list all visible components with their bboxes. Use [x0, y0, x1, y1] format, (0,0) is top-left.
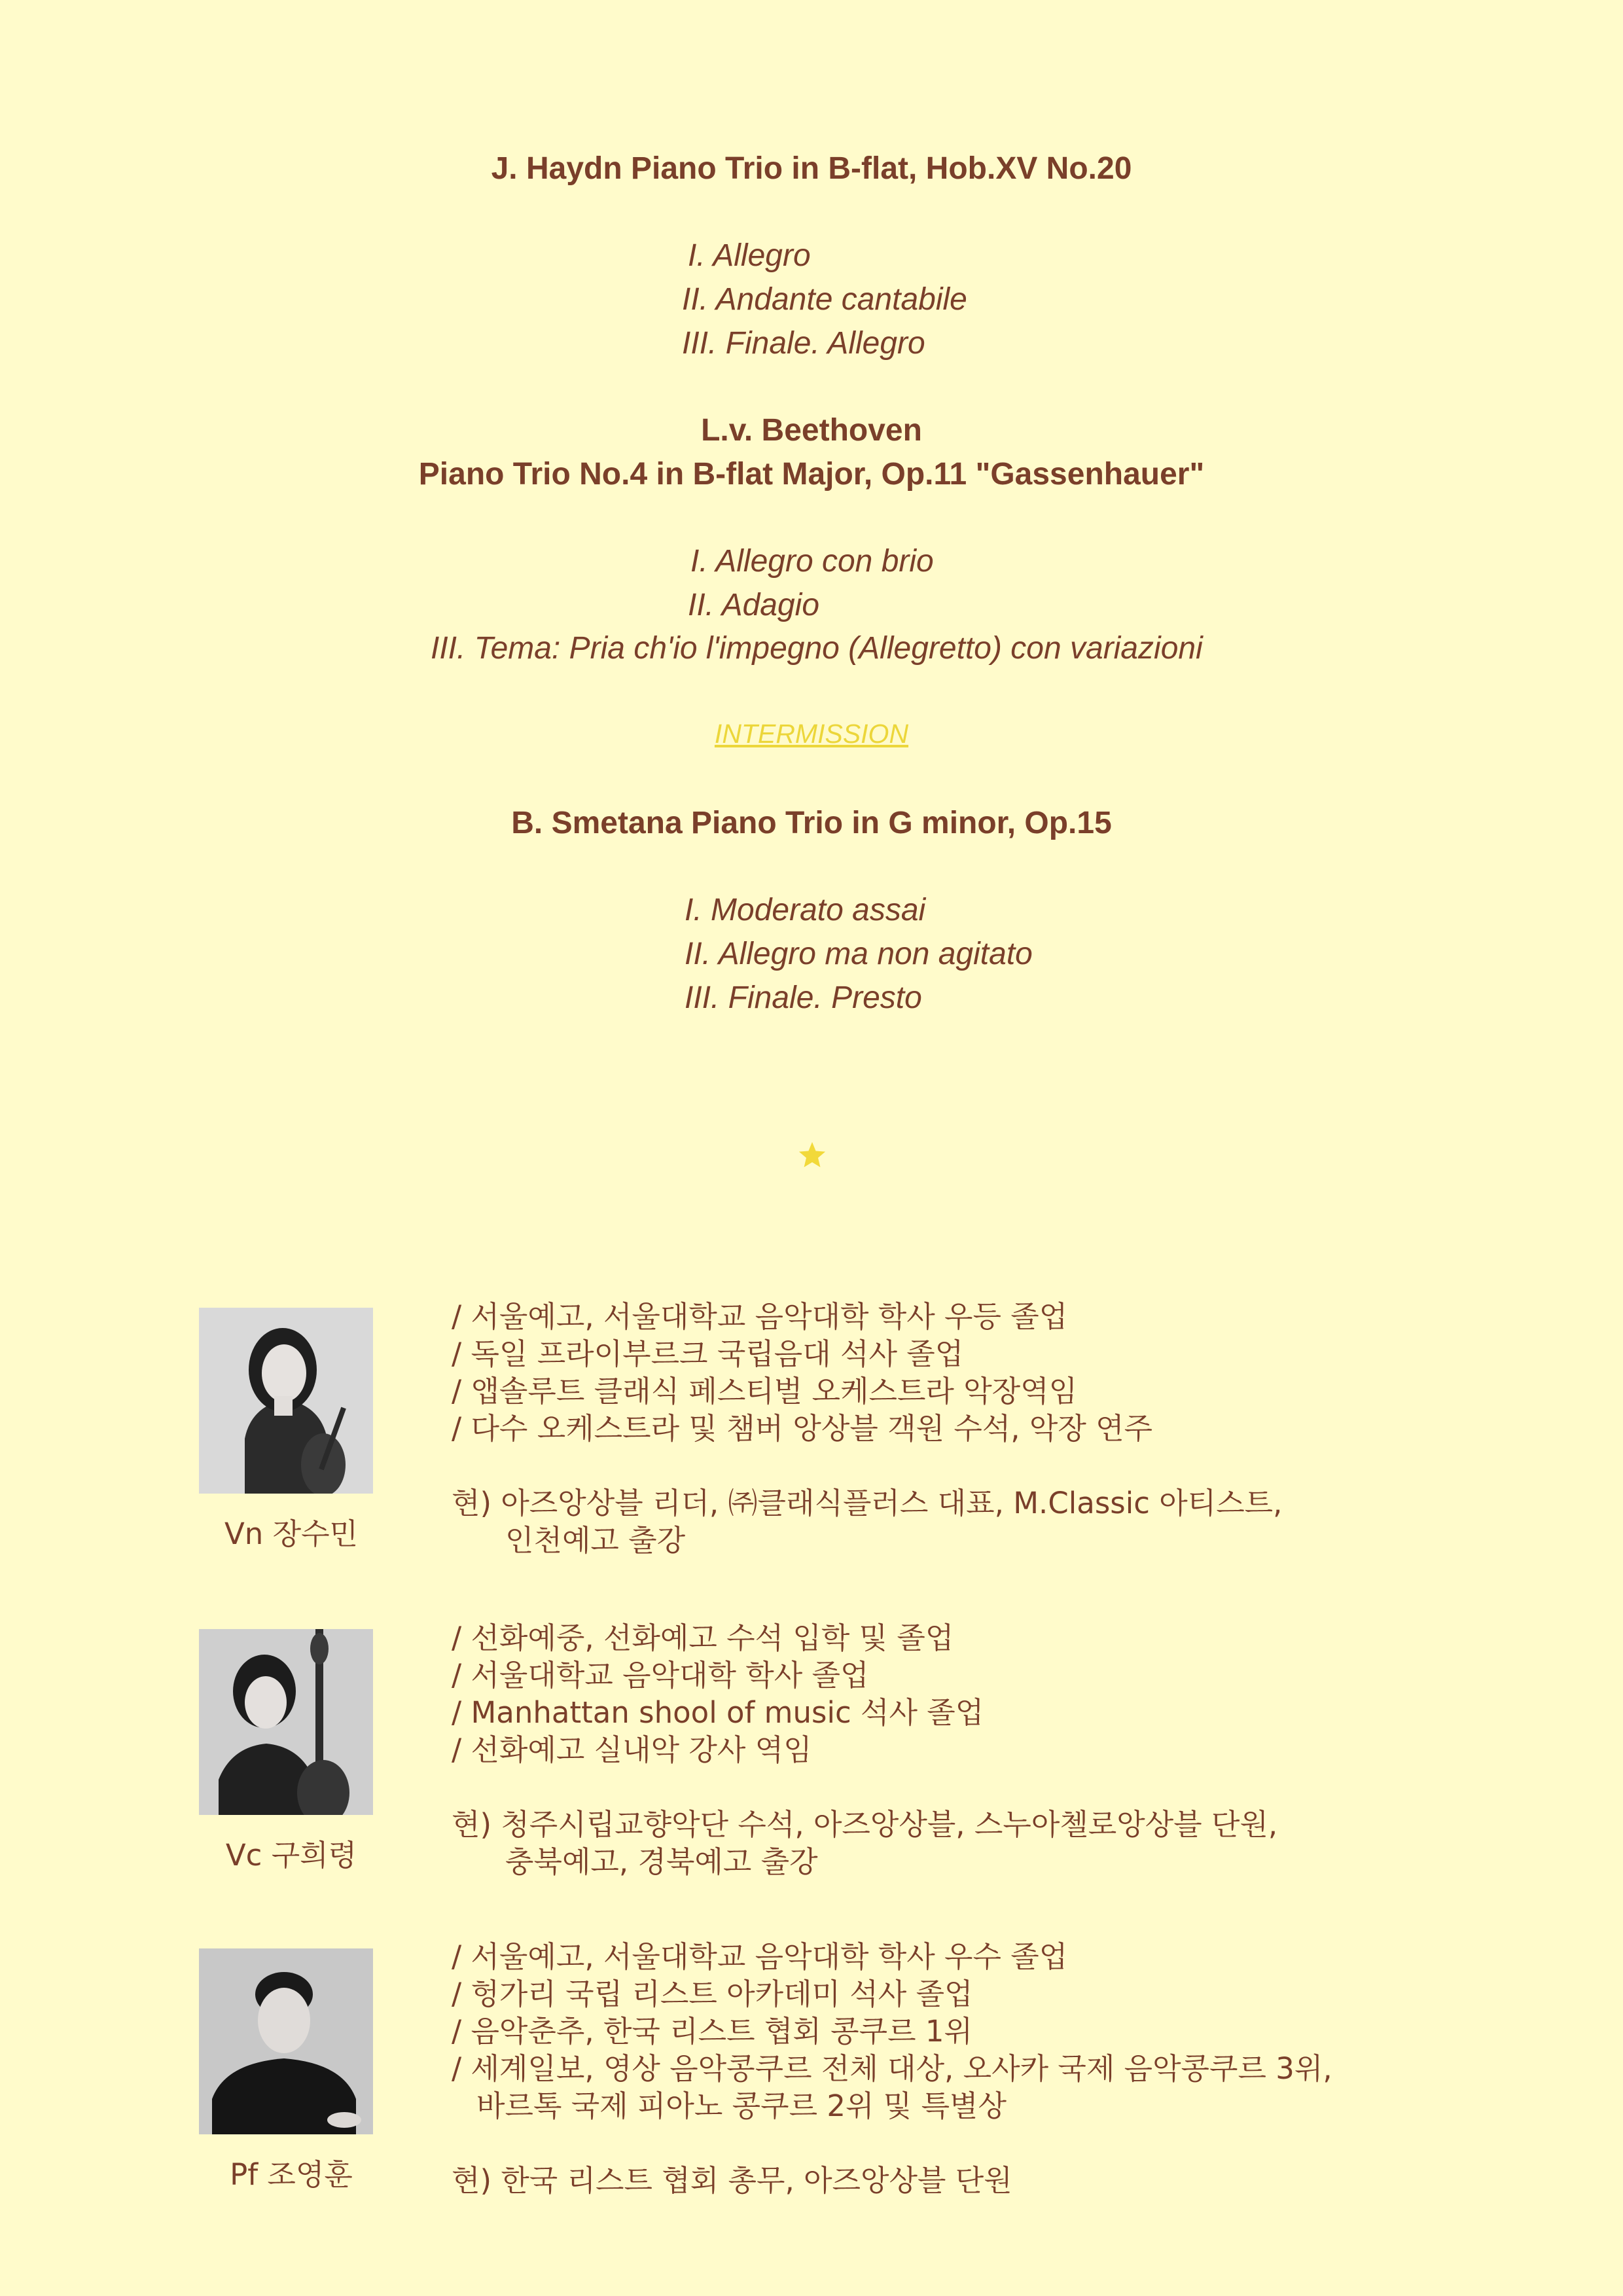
cellist-bio: [452, 1619, 1277, 1880]
star-icon: [797, 1140, 827, 1170]
bio-spacer: [452, 1447, 1282, 1484]
pianist-bio: [452, 1938, 1332, 2199]
beethoven-composer: L.v. Beethoven: [701, 413, 922, 448]
haydn-title: J. Haydn Piano Trio in B-flat, Hob.XV No.20: [491, 151, 1132, 186]
violinist-bio-line-1: / 서울예고, 서울대학교 음악대학 학사 우등 졸업: [452, 1299, 1068, 1334]
pianist-name: Pf 조영훈: [230, 2157, 353, 2192]
smetana-title: B. Smetana Piano Trio in G minor, Op.15: [511, 806, 1112, 840]
cellist-bio-line-4: / 선화예고 실내악 강사 역임: [452, 1732, 812, 1767]
beethoven-movement-3: III. Tema: Pria ch'io l'impegno (Allegretto) con variazioni: [431, 631, 1203, 666]
cellist-bio-line-3: / Manhattan shool of music 석사 졸업: [452, 1695, 984, 1730]
smetana-movement-3: III. Finale. Presto: [685, 980, 922, 1015]
violinist-bio-line-3: / 앱솔루트 클래식 페스티벌 오케스트라 악장역임: [452, 1374, 1078, 1408]
pianist-bio-line-4: / 세계일보, 영상 음악콩쿠르 전체 대상, 오사카 국제 음악콩쿠르 3위,: [452, 2051, 1332, 2086]
violinist-bio: [452, 1298, 1282, 1559]
bio-spacer: [452, 2125, 1332, 2162]
cellist-bio-line-2: / 서울대학교 음악대학 학사 졸업: [452, 1658, 869, 1693]
intermission-label: INTERMISSION: [714, 719, 909, 749]
beethoven-movement-2: II. Adagio: [688, 588, 820, 622]
violinist-bio-line-5: 현) 아즈앙상블 리더, ㈜클래식플러스 대표, M.Classic 아티스트,: [452, 1486, 1283, 1520]
cellist-bio-line-5: 현) 청주시립교향악단 수석, 아즈앙상블, 스누아첼로앙상블 단원,: [452, 1807, 1278, 1842]
beethoven-movement-1: I. Allegro con brio: [690, 544, 934, 579]
bio-spacer: [452, 1768, 1277, 1806]
violinist-bio-line-6: 인천예고 출강: [505, 1523, 686, 1558]
cellist-bio-line-6: 충북예고, 경북예고 출강: [505, 1844, 818, 1879]
smetana-movement-2: II. Allegro ma non agitato: [685, 937, 1033, 971]
pianist-bio-line-5: 바르톡 국제 피아노 콩쿠르 2위 및 특별상: [476, 2089, 1007, 2123]
cellist-name: Vc 구희령: [225, 1838, 357, 1873]
pianist-photo: [199, 1948, 373, 2134]
smetana-movement-1: I. Moderato assai: [685, 893, 926, 927]
pianist-bio-line-2: / 헝가리 국립 리스트 아카데미 석사 졸업: [452, 1977, 973, 2011]
cellist-bio-line-1: / 선화예중, 선화예고 수석 입학 및 졸업: [452, 1621, 954, 1655]
pianist-bio-line-1: / 서울예고, 서울대학교 음악대학 학사 우수 졸업: [452, 1939, 1068, 1974]
haydn-movement-3: III. Finale. Allegro: [682, 326, 925, 361]
beethoven-title: Piano Trio No.4 in B-flat Major, Op.11 "Gassenhauer": [418, 457, 1205, 492]
violinist-photo: [199, 1308, 373, 1494]
violinist-bio-line-2: / 독일 프라이부르크 국립음대 석사 졸업: [452, 1336, 964, 1371]
pianist-bio-line-3: / 음악춘추, 한국 리스트 협회 콩쿠르 1위: [452, 2014, 972, 2049]
violinist-name: Vn 장수민: [224, 1516, 359, 1551]
violinist-bio-line-4: / 다수 오케스트라 및 챔버 앙상블 객원 수석, 악장 연주: [452, 1411, 1153, 1446]
cellist-photo: [199, 1629, 373, 1815]
haydn-movement-1: I. Allegro: [688, 238, 811, 273]
pianist-bio-line-6: 현) 한국 리스트 협회 총무, 아즈앙상블 단원: [452, 2163, 1012, 2198]
haydn-movement-2: II. Andante cantabile: [682, 282, 967, 317]
